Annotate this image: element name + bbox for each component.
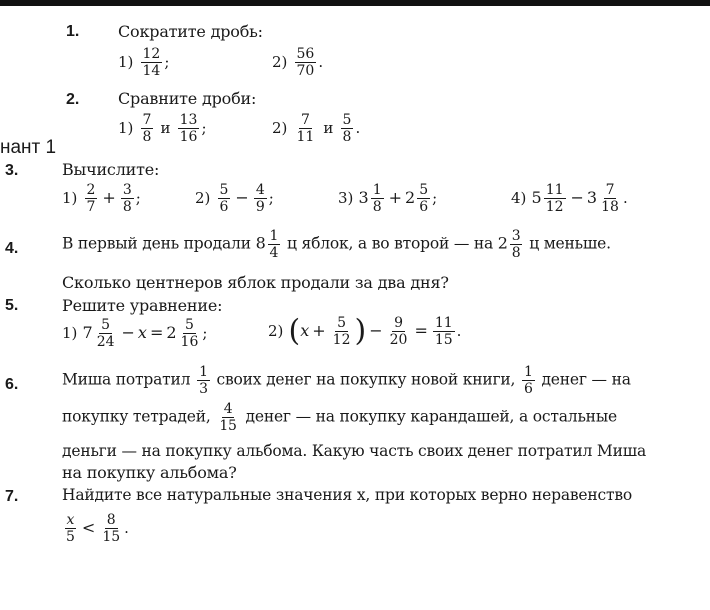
variant-label: нант 1 — [0, 137, 57, 158]
task-title: Сократите дробь: — [118, 22, 263, 41]
task1-item1: 1) $\frac{12}{14}$ ; — [118, 46, 170, 79]
item-label: 2) — [272, 53, 288, 71]
task4-line1: В первый день продали 8 $\frac{1}{4}$ ц яблок, а во второй — на 2 $\frac{3}{8}$ ц меньше. — [62, 228, 611, 261]
task6-line4: на покупку альбома? — [62, 463, 237, 482]
task3-item3: 3) 3 $\frac{1}{8}$ + 2 $\frac{5}{6}$ ; — [338, 182, 438, 215]
task7-inequality: $\frac{x}{5}$ < $\frac{8}{15}$ . — [66, 512, 129, 545]
task-number: 4. — [5, 240, 19, 257]
top-dark-bar — [0, 0, 710, 6]
task-number: 1. — [66, 23, 80, 40]
task3-item1: 1) $\frac{2}{7}$ + $\frac{3}{8}$ ; — [62, 182, 141, 215]
item-label: 1) — [118, 53, 134, 71]
task-title: Вычислите: — [62, 160, 160, 179]
task3-item4: 4) 5 $\frac{11}{12}$ − 3 $\frac{7}{18}$ . — [511, 182, 628, 215]
fraction: $\frac{56}{70}$ — [296, 46, 315, 79]
task7-title: Найдите все натуральные значения x, при которых верно неравенство — [62, 486, 633, 504]
task6-line1: Миша потратил $\frac{1}{3}$ своих денег на покупку новой книги, $\frac{1}{6}$ денег — на — [62, 364, 631, 397]
task1-item2: 2) $\frac{56}{70}$ . — [272, 46, 324, 79]
task-title: Сравните дроби: — [118, 89, 257, 108]
task-number: 6. — [5, 376, 19, 393]
task-number: 7. — [5, 488, 19, 505]
task6-line2: покупку тетрадей, $\frac{4}{15}$ денег — на покупку карандашей, а остальные — [62, 401, 617, 434]
task-number: 3. — [5, 162, 19, 179]
task5-equation1: 1) 7 $\frac{5}{24}$ − x = 2 $\frac{5}{16}$ ; — [62, 317, 208, 350]
task2-item2: 2) $\frac{7}{11}$ и $\frac{5}{8}$ . — [272, 112, 361, 145]
task-number: 2. — [66, 91, 80, 108]
task-title: Решите уравнение: — [62, 296, 223, 315]
task2-item1: 1) $\frac{7}{8}$ и $\frac{13}{16}$ ; — [118, 112, 207, 145]
task5-equation2: 2) (x + $\frac{5}{12}$ ) − $\frac{9}{20}$ = $\frac{11}{15}$ . — [268, 313, 462, 349]
task-number: 5. — [5, 297, 19, 314]
task3-item2: 2) $\frac{5}{6}$ − $\frac{4}{9}$ ; — [195, 182, 274, 215]
fraction: $\frac{12}{14}$ — [142, 46, 161, 79]
task4-line2: Сколько центнеров яблок продали за два дня? — [62, 273, 449, 292]
task6-line3: деньги — на покупку альбома. Какую часть своих денег потратил Миша — [62, 442, 646, 460]
